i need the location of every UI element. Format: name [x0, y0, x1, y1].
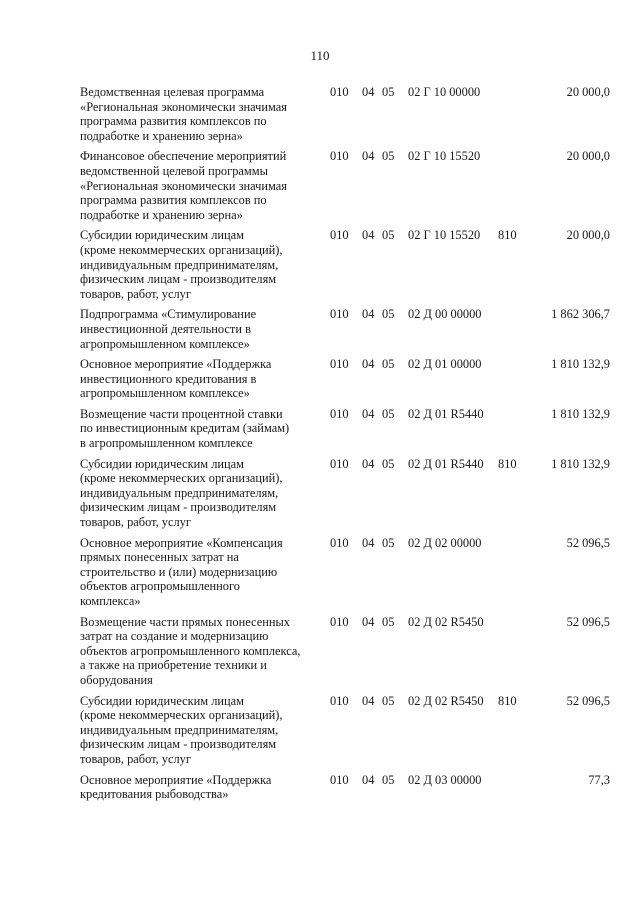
- row-glav: 010: [330, 614, 349, 629]
- row-rz: 04: [362, 535, 375, 550]
- table-row: [80, 615, 610, 688]
- row-name: Субсидии юридическим лицам (кроме некоммерческих организаций), индивидуальным предпринимателям, физическим лицам - производителям товаров, работ, услуг: [80, 456, 283, 530]
- row-sum: 52 096,5: [566, 614, 610, 629]
- row-glav: 010: [330, 357, 349, 372]
- row-pr: 05: [382, 357, 395, 372]
- row-csr: 02 Д 01 R5440: [408, 406, 484, 421]
- page-number: 110: [310, 48, 330, 63]
- row-name: Субсидии юридическим лицам (кроме некоммерческих организаций), индивидуальным предпринимателям, физическим лицам - производителям товаров, работ, услуг: [80, 228, 283, 301]
- row-rz: 04: [362, 693, 375, 708]
- row-sum: 1 862 306,7: [551, 307, 610, 322]
- row-name: Подпрограмма «Стимулирование инвестиционной деятельности в агропромышленном комплексе»: [80, 307, 257, 351]
- row-name: Ведомственная целевая программа «Региональная экономически значимая программа развития комплексов по подработке и хранению зерна»: [80, 85, 287, 143]
- row-csr: 02 Г 10 15520: [408, 149, 481, 164]
- row-csr: 02 Д 01 R5440: [408, 456, 484, 471]
- row-glav: 010: [330, 85, 349, 99]
- row-name: Возмещение части процентной ставки по инвестиционным кредитам (займам) в агропромышленном комплексе: [80, 406, 290, 451]
- row-glav: 010: [330, 535, 349, 550]
- row-pr: 05: [382, 149, 395, 164]
- row-rz: 04: [362, 406, 375, 421]
- row-glav: 010: [330, 406, 349, 421]
- table-row: [80, 357, 610, 401]
- table-row: [80, 407, 610, 451]
- row-name: Основное мероприятие «Поддержка кредитования рыбоводства»: [80, 772, 272, 802]
- row-pr: 05: [382, 406, 395, 421]
- row-sum: 52 096,5: [566, 535, 610, 550]
- row-vr: 810: [498, 456, 517, 471]
- row-vr: 810: [498, 228, 517, 243]
- row-csr: 02 Д 02 R5450: [408, 614, 484, 629]
- row-sum: 1 810 132,9: [551, 357, 610, 372]
- row-pr: 05: [382, 693, 395, 708]
- row-sum: 20 000,0: [566, 85, 610, 99]
- row-rz: 04: [362, 614, 375, 629]
- table-row: [80, 228, 610, 301]
- table-row: [80, 536, 610, 609]
- row-sum: 77,3: [588, 772, 610, 787]
- row-csr: 02 Г 10 15520: [408, 228, 481, 243]
- row-pr: 05: [382, 772, 395, 787]
- row-name: Основное мероприятие «Компенсация прямых понесенных затрат на строительство и (или) модернизацию объектов агропромышленного комплекса»: [80, 535, 283, 608]
- row-csr: 02 Д 01 00000: [408, 357, 482, 372]
- table-row: [80, 694, 610, 767]
- row-rz: 04: [362, 149, 375, 164]
- row-pr: 05: [382, 614, 395, 629]
- row-csr: 02 Д 00 00000: [408, 307, 482, 322]
- row-rz: 04: [362, 456, 375, 471]
- row-pr: 05: [382, 307, 395, 322]
- row-csr: 02 Д 02 00000: [408, 535, 482, 550]
- row-rz: 04: [362, 357, 375, 372]
- row-rz: 04: [362, 85, 375, 99]
- row-glav: 010: [330, 307, 349, 322]
- table-row: [80, 307, 610, 351]
- row-sum: 20 000,0: [566, 149, 610, 164]
- row-sum: 1 810 132,9: [551, 406, 610, 421]
- row-csr: 02 Г 10 00000: [408, 85, 481, 99]
- row-rz: 04: [362, 772, 375, 787]
- row-csr: 02 Д 03 00000: [408, 772, 482, 787]
- row-sum: 1 810 132,9: [551, 456, 610, 471]
- row-pr: 05: [382, 85, 395, 99]
- table-row: [80, 773, 610, 802]
- row-name: Основное мероприятие «Поддержка инвестиционного кредитования в агропромышленном комплексе»: [80, 357, 272, 401]
- table-row: [80, 457, 610, 530]
- row-pr: 05: [382, 535, 395, 550]
- row-sum: 20 000,0: [566, 228, 610, 243]
- table-row: [80, 85, 610, 143]
- table-row: [80, 149, 610, 222]
- row-glav: 010: [330, 149, 349, 164]
- row-glav: 010: [330, 772, 349, 787]
- budget-table: [80, 85, 610, 808]
- row-vr: 810: [498, 693, 517, 708]
- row-glav: 010: [330, 456, 349, 471]
- row-glav: 010: [330, 693, 349, 708]
- row-sum: 52 096,5: [566, 693, 610, 708]
- row-rz: 04: [362, 228, 375, 243]
- row-glav: 010: [330, 228, 349, 243]
- row-pr: 05: [382, 456, 395, 471]
- row-name: Возмещение части прямых понесенных затрат на создание и модернизацию объектов агропромышленного комплекса, а также на приобретение техники и оборудования: [80, 614, 301, 687]
- row-name: Субсидии юридическим лицам (кроме некоммерческих организаций), индивидуальным предпринимателям, физическим лицам - производителям товаров, работ, услуг: [80, 693, 283, 766]
- row-csr: 02 Д 02 R5450: [408, 693, 484, 708]
- row-pr: 05: [382, 228, 395, 243]
- row-rz: 04: [362, 307, 375, 322]
- row-name: Финансовое обеспечение мероприятий ведомственной целевой программы «Региональная экономически значимая программа развития комплексов по подработке и хранению зерна»: [80, 149, 287, 222]
